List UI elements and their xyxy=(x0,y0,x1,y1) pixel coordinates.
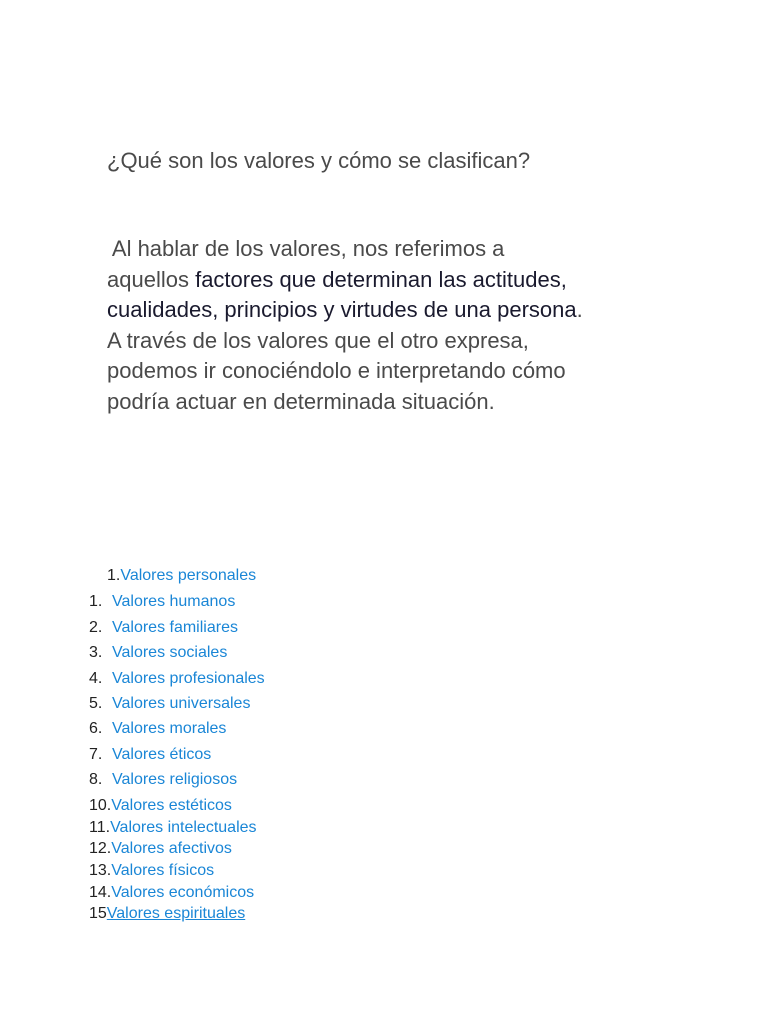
list-number: 2. xyxy=(89,619,103,636)
list-item xyxy=(89,618,238,638)
list-number: 8. xyxy=(89,771,103,788)
list-number: 6. xyxy=(89,720,103,737)
list-link[interactable]: Valores familiares xyxy=(112,619,238,636)
list-number: 12. xyxy=(89,840,112,857)
paragraph-text: Al hablar de los valores, nos referimos a xyxy=(107,236,505,261)
list-number: 13. xyxy=(89,862,112,879)
list-number: 3. xyxy=(89,644,103,661)
list-link[interactable]: Valores afectivos xyxy=(111,840,232,857)
list-number: 1. xyxy=(107,567,121,584)
paragraph-line xyxy=(107,295,707,326)
list-link[interactable]: Valores estéticos xyxy=(111,797,232,814)
list-item xyxy=(89,643,227,663)
list-link[interactable]: Valores sociales xyxy=(112,644,228,661)
list-number: 4. xyxy=(89,670,103,687)
intro-paragraph xyxy=(107,234,707,417)
paragraph-line xyxy=(107,356,707,387)
list-item xyxy=(89,861,214,881)
list-item xyxy=(89,745,211,765)
list-number: 7. xyxy=(89,746,103,763)
paragraph-line xyxy=(107,326,707,357)
paragraph-text: aquellos xyxy=(107,266,196,292)
list-number: 11. xyxy=(89,819,111,836)
list-item xyxy=(107,566,256,586)
paragraph-line xyxy=(107,234,707,265)
list-link[interactable]: Valores éticos xyxy=(112,746,212,763)
list-link[interactable]: Valores morales xyxy=(112,720,227,737)
paragraph-text: podría actuar en determinada situación. xyxy=(107,388,495,414)
list-link[interactable]: Valores físicos xyxy=(111,862,215,879)
list-number: 10. xyxy=(89,797,112,814)
list-item xyxy=(89,883,254,903)
list-link[interactable]: Valores económicos xyxy=(111,884,255,901)
page-title: ¿Qué son los valores y cómo se clasifican? xyxy=(107,148,531,173)
list-link[interactable]: Valores profesionales xyxy=(112,670,265,687)
paragraph-line xyxy=(107,265,707,296)
list-item xyxy=(89,770,237,790)
paragraph-line xyxy=(107,387,707,418)
list-link[interactable]: Valores personales xyxy=(120,567,257,584)
list-item xyxy=(89,796,232,816)
list-number: 15 xyxy=(89,905,107,922)
list-item xyxy=(89,592,235,612)
paragraph-text: podemos ir conociéndolo e interpretando cómo xyxy=(107,358,566,383)
list-item xyxy=(89,818,257,838)
list-number: 1. xyxy=(89,593,103,610)
list-item xyxy=(89,669,265,689)
list-item xyxy=(89,904,245,924)
list-link[interactable]: Valores universales xyxy=(112,695,251,712)
list-item xyxy=(89,839,232,859)
list-link[interactable]: Valores humanos xyxy=(112,593,236,610)
paragraph-text: A través de los valores que el otro expresa, xyxy=(107,327,529,353)
list-item xyxy=(89,694,250,714)
paragraph-emphasis: factores que determinan las actitudes, xyxy=(195,266,567,292)
paragraph-emphasis: cualidades, principios y virtudes de una persona xyxy=(107,297,577,322)
paragraph-text: . xyxy=(576,297,583,322)
list-item xyxy=(89,719,226,739)
list-link[interactable]: Valores intelectuales xyxy=(110,819,257,836)
list-number: 14. xyxy=(89,884,112,901)
list-link[interactable]: Valores religiosos xyxy=(112,771,238,788)
list-link[interactable]: Valores espirituales xyxy=(106,905,246,922)
list-number: 5. xyxy=(89,695,103,712)
